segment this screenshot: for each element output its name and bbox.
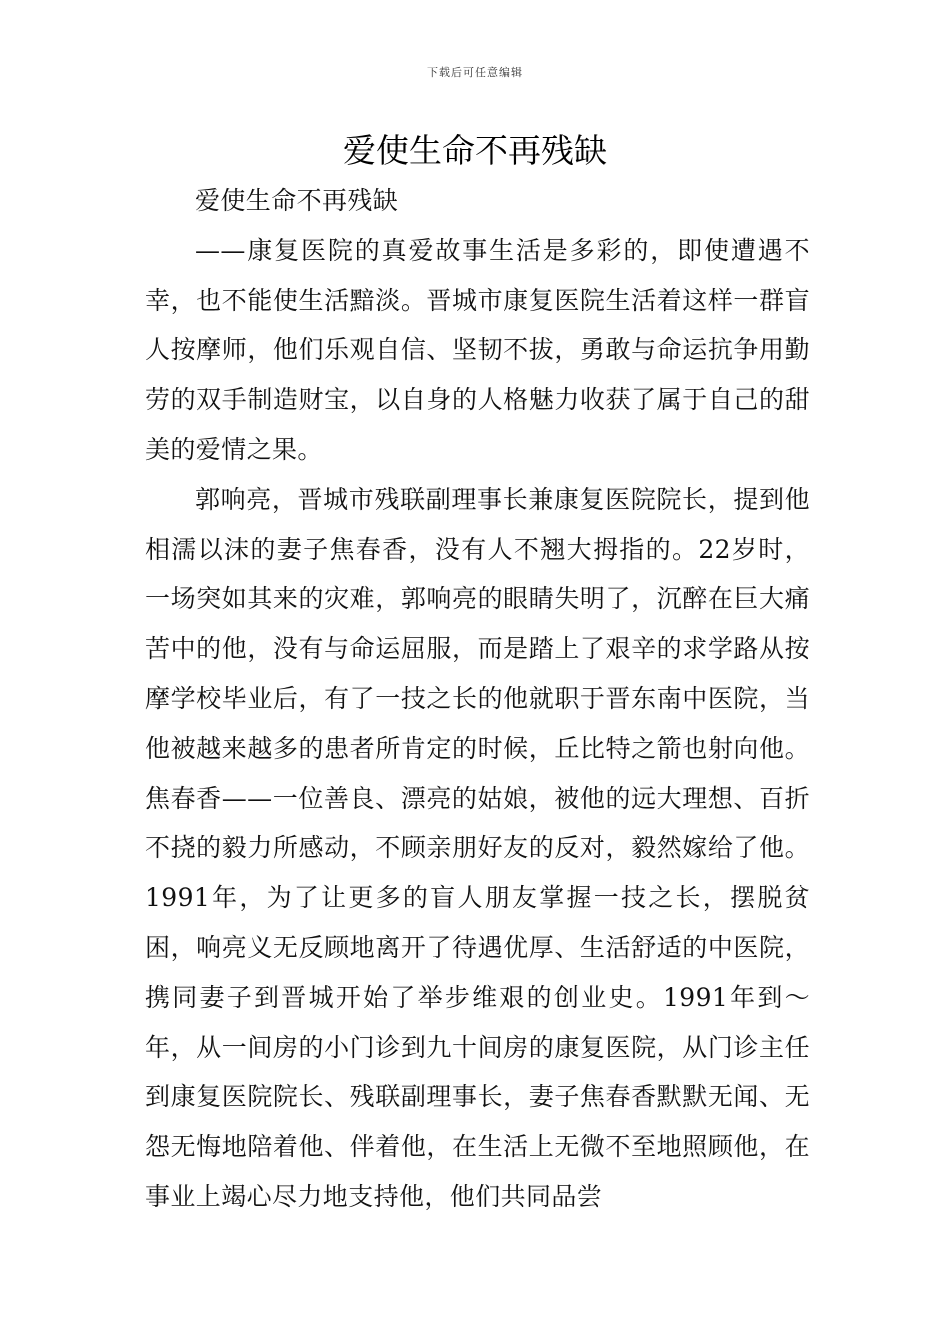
header-note: 下载后可任意编辑 [427, 66, 523, 79]
body-text [145, 176, 810, 1222]
story-paragraph: 郭响亮，晋城市残联副理事长兼康复医院院长，提到他相濡以沫的妻子焦春香，没有人不翘大拇指的。22岁时，一场突如其来的灾难，郭响亮的眼睛失明了，沉醉在巨大痛苦中的他，没有与命运屈服，而是踏上了艰辛的求学路从按摩学校毕业后，有了一技之长的他就职于晋东南中医院，当他被越来越多的患者所肯定的时候，丘比特之箭也射向他。焦春香——一位善良、漂亮的姑娘，被他的远大理想、百折不挠的毅力所感动，不顾亲朋好友的反对，毅然嫁给了他。1991年，为了让更多的盲人朋友掌握一技之长，摆脱贫困，响亮义无反顾地离开了待遇优厚、生活舒适的中医院，携同妻子到晋城开始了举步维艰的创业史。1991年到～年，从一间房的小门诊到九十间房的康复医院，从门诊主任到康复医院院长、残联副理事长，妻子焦春香默默无闻、无怨无悔地陪着他、伴着他，在生活上无微不至地照顾他，在事业上竭心尽力地支持他，他们共同品尝 [145, 484, 810, 1211]
document-title: 爱使生命不再残缺 [343, 131, 607, 170]
subtitle-paragraph: 爱使生命不再残缺 [195, 186, 399, 215]
intro-paragraph: ——康复医院的真爱故事生活是多彩的，即使遭遇不幸，也不能使生活黯淡。晋城市康复医院生活着这样一群盲人按摩师，他们乐观自信、坚韧不拔，勇敢与命运抗争用勤劳的双手制造财宝，以自身的人格魅力收获了属于自己的甜美的爱情之果。 [145, 235, 810, 464]
